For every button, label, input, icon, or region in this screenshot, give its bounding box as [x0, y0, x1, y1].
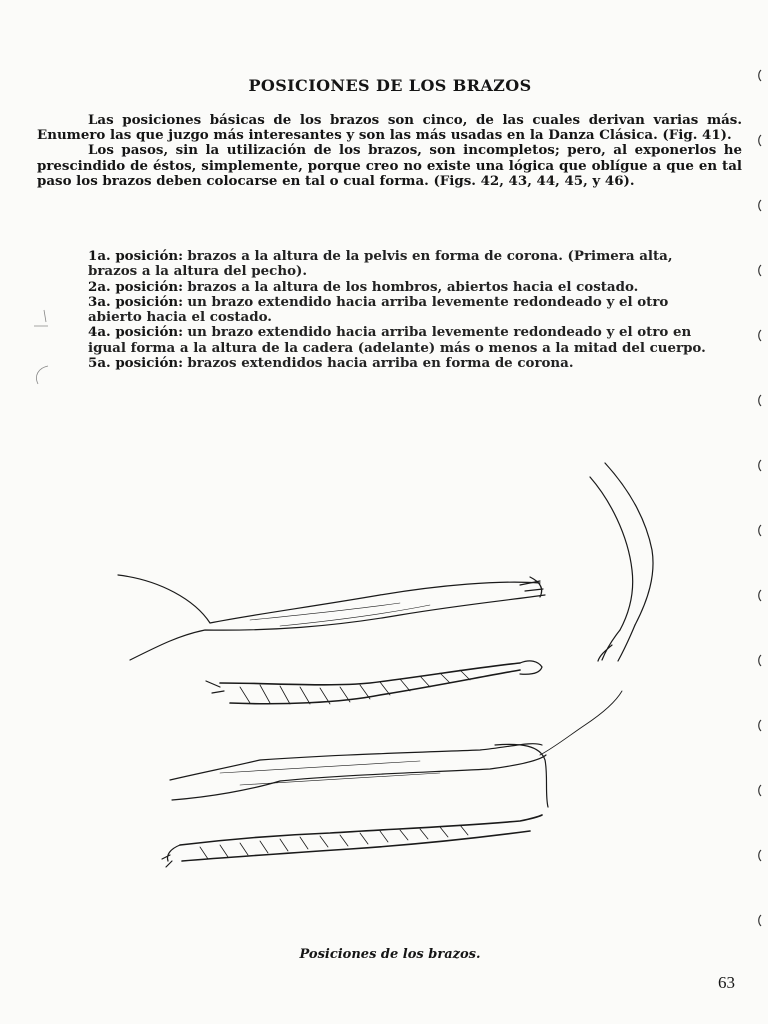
arm-sketch-bottom [180, 815, 542, 845]
list-item [88, 356, 708, 371]
position-label: 4a. posición: [88, 324, 184, 341]
binding-marks-icon [754, 40, 766, 1000]
page-number: 63 [718, 973, 735, 992]
margin-marks [18, 300, 68, 420]
list-item [88, 295, 708, 326]
arm-sketch-upper [118, 575, 540, 623]
arm-sketch-lower [170, 744, 542, 780]
figure-caption: Posiciones de los brazos. [299, 947, 481, 962]
position-label: 5a. posición: [88, 355, 184, 372]
position-text: un brazo extendido hacia arriba levemente redondeado y el otro en igual forma a la altura de la cadera (adelante) más o menos a la mitad del cuerpo. [88, 324, 706, 356]
position-text: brazos a la altura de la pelvis en forma de corona. (Primera alta, brazos a la altura del pecho). [88, 248, 673, 280]
intro-text [37, 113, 742, 189]
binding-edge-marks [754, 40, 766, 1000]
list-item [88, 325, 708, 356]
position-text: brazos a la altura de los hombros, abiertos hacia el costado. [187, 278, 639, 295]
position-label: 3a. posición: [88, 293, 184, 310]
position-label: 1a. posición: [88, 248, 184, 264]
position-text: un brazo extendido hacia arriba levemente redondeado y el otro abierto hacia el costado. [88, 293, 669, 326]
intro-paragraph: Los pasos, sin la utilización de los brazos, son incompletos; pero, al exponerlos he prescindido de éstos, simplemente, porque creo no existe una lógica que oblígue a que en tal paso los brazos deben colocarse en tal o cual forma. (Figs. 42, 43, 44, 45, y 46). [37, 142, 742, 189]
position-label: 2a. posición: [88, 278, 184, 295]
arm-sketch-muscle [220, 663, 520, 685]
arms-illustration [100, 455, 680, 875]
page-title: POSICIONES DE LOS BRAZOS [248, 76, 532, 95]
list-item [88, 249, 708, 280]
intro-paragraph: Las posiciones básicas de los brazos son cinco, de las cuales derivan varias más. Enumero las que juzgo más interesantes y son las más usadas en la Danza Clásica. (Fig. 41). [37, 112, 742, 144]
list-item [88, 280, 708, 295]
arms-sketch-figure [100, 455, 680, 875]
arm-sketch-raised [605, 463, 653, 625]
position-text: brazos extendidos hacia arriba en forma de corona. [187, 355, 574, 372]
positions-list [88, 249, 708, 371]
